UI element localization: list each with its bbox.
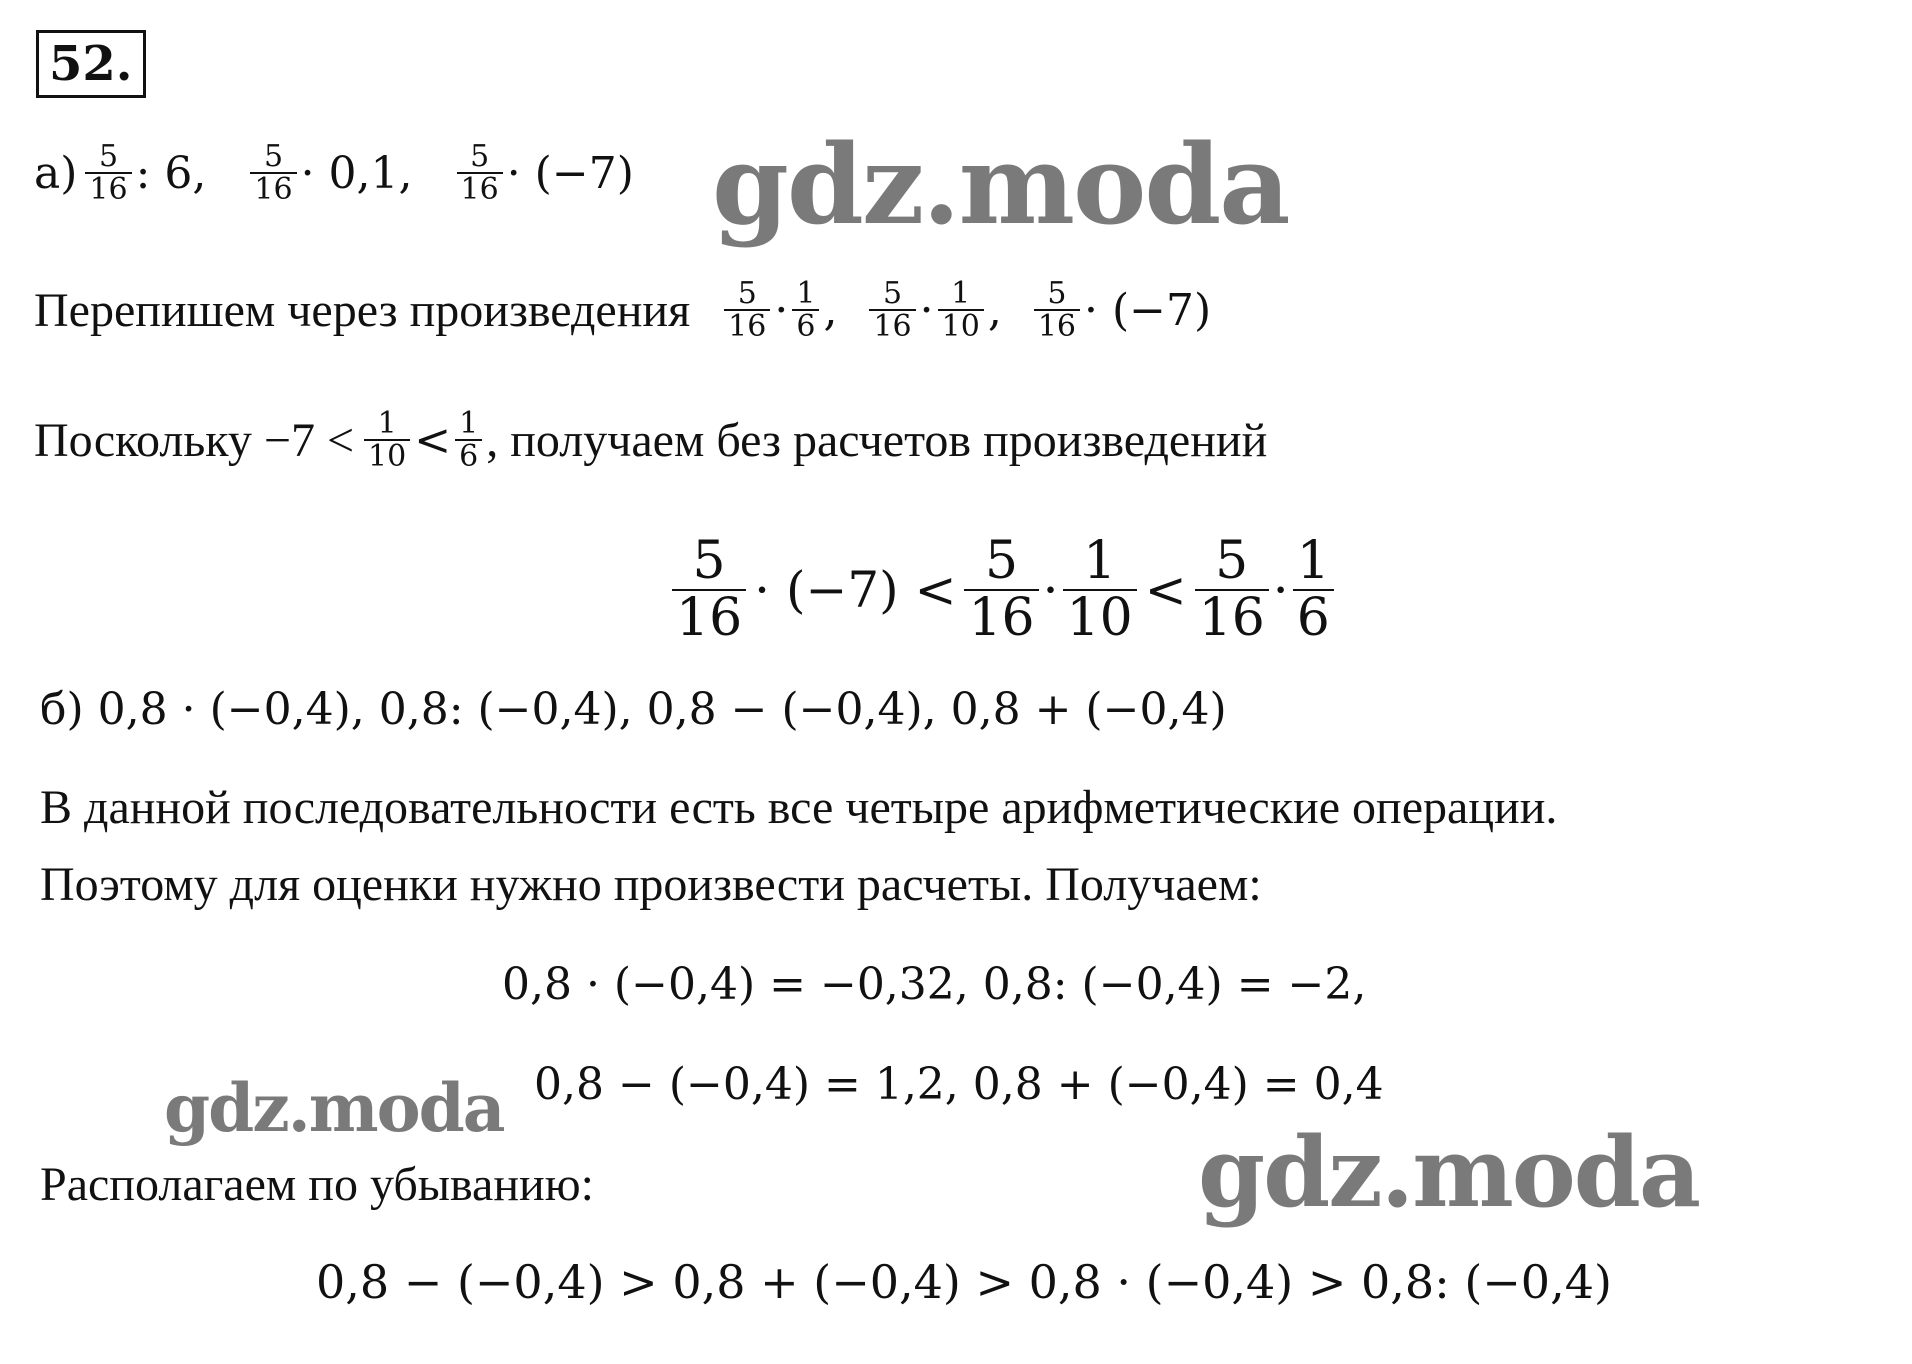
- fraction: $\frac{5}{16}$: [869, 278, 915, 343]
- rewrite-products: $\frac{5}{16}$ · $\frac{1}{6}$ , $\frac{5}{16}$ · $\frac{1}{10}$ , $\frac{5}{16}$ · (−7): [720, 278, 1211, 343]
- operator-text: · 0,1,: [300, 147, 413, 199]
- fraction: $\frac{5}{16}$: [85, 141, 131, 206]
- fraction: $\frac{1}{6}$: [1293, 534, 1334, 645]
- fraction: $\frac{1}{6}$: [455, 408, 482, 473]
- problem-number: 52.: [36, 30, 146, 98]
- fraction: $\frac{5}{16}$: [964, 534, 1038, 645]
- fraction: $\frac{1}{10}$: [1063, 534, 1137, 645]
- order-inequality: 0,8 − (−0,4) > 0,8 + (−0,4) > 0,8 · (−0,4) > 0,8: (−0,4): [316, 1255, 1612, 1309]
- fraction: $\frac{5}{16}$: [1195, 534, 1269, 645]
- calc-line-2: 0,8 − (−0,4) = 1,2, 0,8 + (−0,4) = 0,4: [534, 1059, 1384, 1110]
- fraction: $\frac{5}{16}$: [1034, 278, 1080, 343]
- calc-line-1: 0,8 · (−0,4) = −0,32, 0,8: (−0,4) = −2,: [502, 959, 1367, 1010]
- since-line: Поскольку −7 < $\frac{1}{10}$ < $\frac{1}{6}$ , получаем без расчетов произведений: [34, 405, 1268, 474]
- part-a-expression-line: [34, 118, 634, 228]
- since-prefix: Поскольку −7 <: [34, 413, 355, 467]
- fraction: $\frac{5}{16}$: [672, 534, 746, 645]
- part-b-expression-line: б) 0,8 · (−0,4), 0,8: (−0,4), 0,8 − (−0,4), 0,8 + (−0,4): [40, 684, 1227, 735]
- watermark: gdz.moda: [712, 120, 1289, 249]
- fraction: $\frac{5}{16}$: [250, 141, 296, 206]
- paragraph-operations: В данной последовательности есть все четыре арифметические операции.: [40, 781, 1558, 834]
- part-a-label: а): [34, 147, 78, 199]
- fraction: $\frac{5}{16}$: [724, 278, 770, 343]
- since-suffix: , получаем без расчетов произведений: [486, 413, 1268, 467]
- result-inequality: $\frac{5}{16}$ · (−7) < $\frac{5}{16}$ · $\frac{1}{10}$ < $\frac{5}{16}$ · $\frac{1}{6}$: [668, 515, 1338, 665]
- fraction: $\frac{1}{10}$: [364, 408, 410, 473]
- fraction: $\frac{5}{16}$: [457, 141, 503, 206]
- fraction: $\frac{1}{6}$: [792, 278, 819, 343]
- fraction: $\frac{1}{10}$: [938, 278, 984, 343]
- order-text: Располагаем по убыванию:: [40, 1158, 594, 1211]
- operator-text: · (−7): [506, 147, 634, 199]
- rewrite-text: Перепишем через произведения: [34, 283, 691, 337]
- rewrite-line: [34, 255, 1211, 365]
- watermark: gdz.moda: [1198, 1116, 1700, 1229]
- watermark: gdz.moda: [164, 1069, 504, 1147]
- operator-text: : 6,: [135, 147, 207, 199]
- paragraph-calculations: Поэтому для оценки нужно произвести расчеты. Получаем:: [40, 858, 1262, 911]
